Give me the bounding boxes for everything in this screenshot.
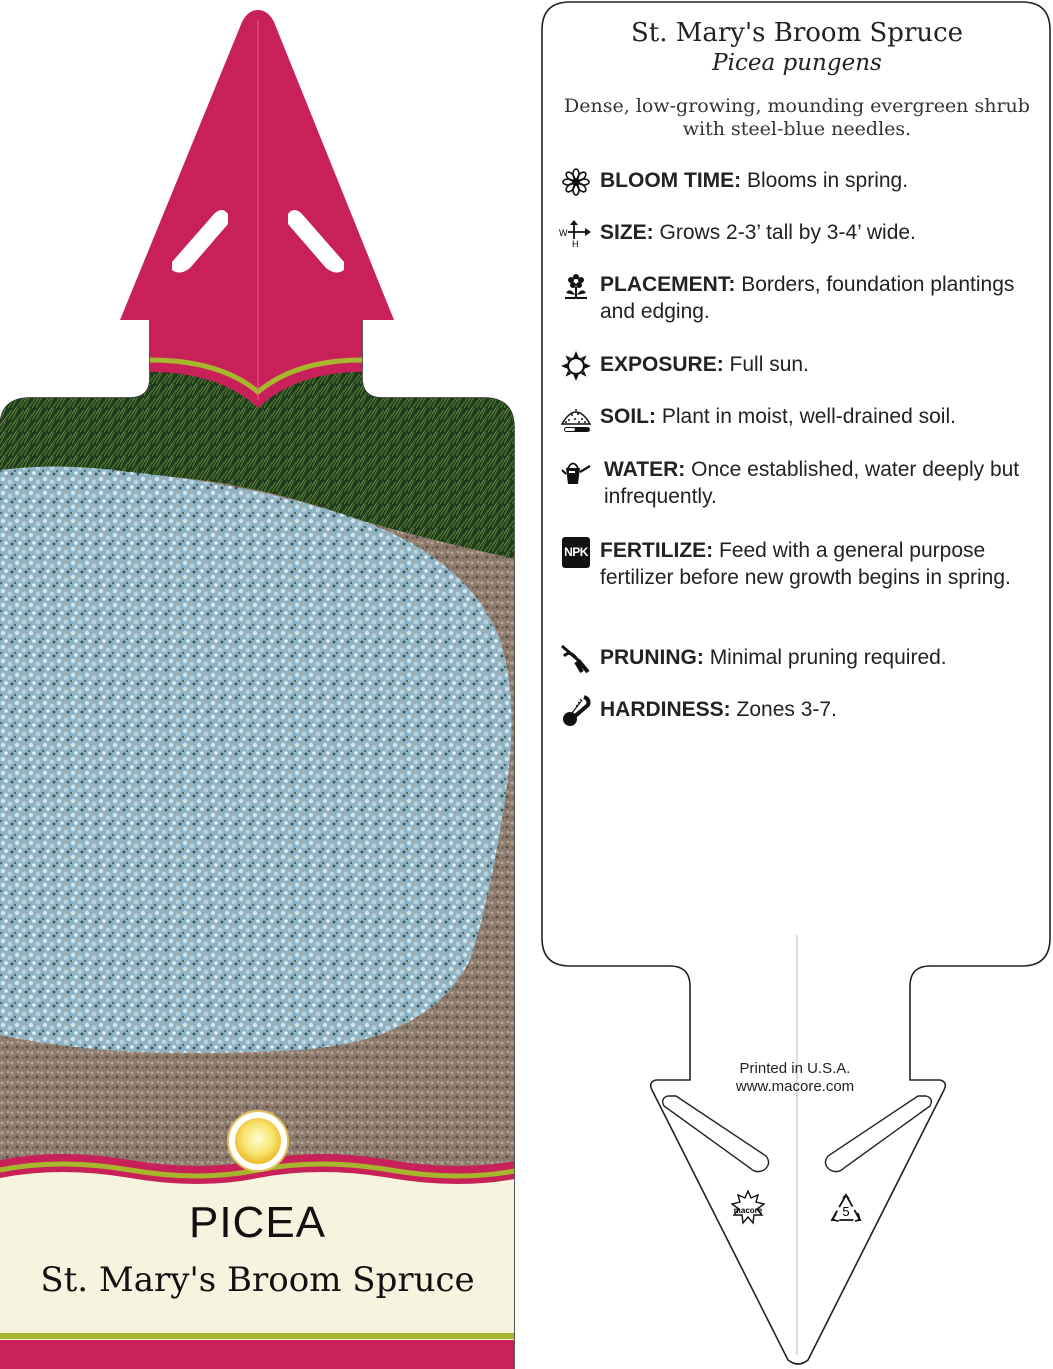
care-item-size	[560, 219, 1040, 246]
printed-website: www.macore.com	[735, 1078, 855, 1095]
soil-text: Plant in moist, well-drained soil.	[661, 405, 956, 428]
size-icon-w: W	[559, 228, 568, 238]
plant-description: Dense, low-growing, mounding evergreen shrub with steel-blue needles.	[564, 95, 1030, 140]
water-label: WATER:	[604, 458, 686, 481]
common-name-label: St. Mary's Broom Spruce	[40, 1260, 475, 1300]
water-text: Once established, water deeply but infrequently.	[604, 458, 1020, 508]
soil-label: SOIL:	[600, 405, 656, 428]
care-item-fertilize	[560, 537, 1040, 591]
npk-bag-icon	[559, 538, 593, 566]
care-item-exposure	[560, 351, 1040, 378]
recycle-5-icon	[828, 1192, 864, 1226]
soil-pile-icon	[559, 404, 593, 432]
pruning-label: PRUNING:	[600, 646, 704, 669]
hardiness-text: Zones 3-7.	[736, 698, 837, 721]
care-item-placement	[560, 271, 1040, 325]
care-item-hardiness	[560, 696, 1040, 723]
sun-outline-icon	[559, 352, 593, 380]
placement-text: Borders, foundation plantings and edging.	[600, 273, 1015, 323]
pruning-text: Minimal pruning required.	[709, 646, 947, 669]
thermometer-icon	[559, 697, 593, 725]
back-title: St. Mary's Broom Spruce	[630, 18, 964, 48]
hardiness-label: HARDINESS:	[600, 698, 731, 721]
placement-flowers-icon	[559, 272, 593, 300]
exposure-text: Full sun.	[729, 353, 809, 376]
macore-logo-text: macore	[733, 1206, 763, 1215]
fertilize-label: FERTILIZE:	[600, 539, 714, 562]
printed-origin: Printed in U.S.A.	[739, 1060, 851, 1077]
bloom-time-label: BLOOM TIME:	[600, 169, 742, 192]
bloom-time-text: Blooms in spring.	[747, 169, 909, 192]
care-item-pruning	[560, 644, 1040, 671]
exposure-label: EXPOSURE:	[600, 353, 724, 376]
recycle-number: 5	[842, 1204, 850, 1219]
size-arrows-icon	[559, 220, 593, 248]
pruners-icon	[559, 645, 593, 673]
fertilize-text: Feed with a general purpose fertilizer before new growth begins in spring.	[600, 539, 1011, 589]
back-tag-content	[545, 18, 1049, 141]
placement-label: PLACEMENT:	[600, 273, 736, 296]
watering-can-icon	[559, 457, 593, 485]
printed-info	[660, 1060, 930, 1096]
latin-name: Picea pungens	[712, 50, 882, 76]
size-text: Grows 2-3’ tall by 3-4’ wide.	[659, 221, 916, 244]
care-item-soil	[560, 403, 1040, 430]
npk-text: NPK	[562, 537, 590, 568]
size-icon-h: H	[572, 239, 579, 248]
genus-label: PICEA	[188, 1198, 327, 1247]
care-item-water	[560, 456, 1040, 510]
flower-icon	[559, 168, 593, 196]
macore-logo-icon	[730, 1190, 766, 1226]
care-item-bloom-time	[560, 167, 1040, 194]
size-label: SIZE:	[600, 221, 654, 244]
